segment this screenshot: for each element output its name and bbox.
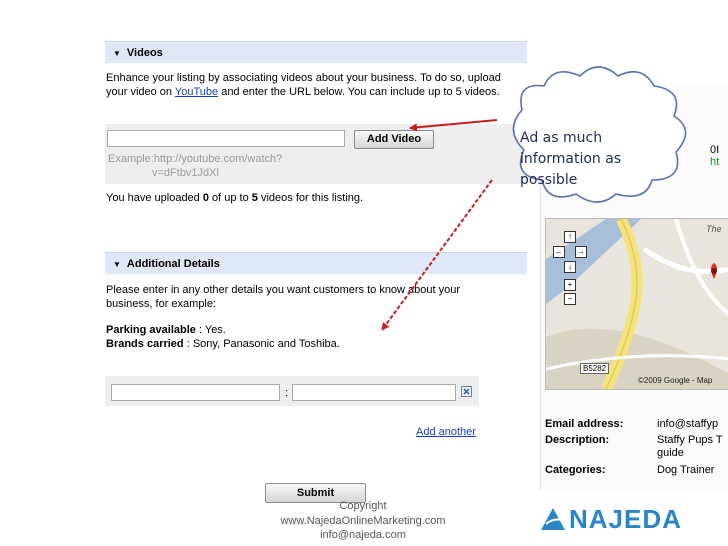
categories-value: Dog Trainer — [657, 464, 715, 476]
callout-line3: possible — [520, 172, 578, 188]
map-label-the: The — [706, 224, 722, 234]
map-road-label: B5282 — [580, 363, 609, 374]
uploaded-max: 5 — [251, 192, 258, 204]
videos-intro-line1: Enhance your listing by associating videos about your business. To do so, upload — [106, 72, 501, 84]
uploaded-pre: You have uploaded — [106, 192, 203, 204]
example-url-line2: v=dFtbv1JdXl — [152, 167, 219, 179]
preview-fragment-0: 0I — [710, 144, 720, 156]
brands-value: : Sony, Panasonic and Toshiba. — [183, 338, 340, 350]
categories-label: Categories: — [545, 464, 606, 476]
callout-line1: Ad as much — [520, 130, 603, 146]
najeda-brand: NAJEDA — [569, 504, 682, 534]
example-url-line1: Example:http://youtube.com/watch? — [108, 153, 283, 165]
videos-intro-text-end: and enter the URL below. You can include up to 5 videos. — [218, 86, 500, 98]
footer-email: info@najeda.com — [320, 529, 406, 541]
videos-intro-text: your video on — [106, 86, 175, 98]
add-video-button[interactable]: Add Video — [354, 130, 434, 149]
map-pan-left-icon[interactable]: ← — [555, 247, 563, 256]
collapse-triangle-icon: ▼ — [113, 49, 121, 58]
youtube-link[interactable]: YouTube — [174, 86, 219, 98]
preview-fragment-ht: ht — [710, 156, 720, 168]
submit-button[interactable]: Submit — [265, 483, 366, 503]
details-intro-line1: Please enter in any other details you want customers to know about your — [106, 284, 461, 296]
email-label: Email address: — [545, 418, 624, 430]
collapse-triangle-icon: ▼ — [113, 260, 121, 269]
add-another-link[interactable]: Add another — [416, 426, 476, 438]
footer-copyright: Copyright — [339, 500, 387, 512]
map-pan-right-icon[interactable]: → — [577, 247, 585, 256]
detail-colon: : — [285, 387, 289, 399]
description-value-line1: Staffy Pups T — [657, 434, 723, 446]
najeda-logo-icon — [540, 506, 566, 532]
uploaded-post: videos for this listing. — [257, 192, 364, 204]
parking-value: : Yes. — [195, 324, 226, 336]
description-value-line2: guide — [657, 447, 684, 459]
map-zoom-in-icon[interactable]: + — [564, 279, 576, 291]
uploaded-mid: of up to — [208, 192, 252, 204]
details-intro-line2: business, for example: — [106, 298, 217, 310]
map-zoom-out-icon[interactable]: − — [564, 293, 576, 305]
brands-label: Brands carried — [106, 338, 184, 350]
footer-site: www.NajedaOnlineMarketing.com — [280, 515, 446, 527]
callout-line2: information as — [520, 151, 622, 167]
uploaded-count: 0 — [202, 192, 209, 204]
description-label: Description: — [545, 434, 610, 446]
map-pan-down-icon[interactable]: ↓ — [564, 261, 576, 273]
parking-label: Parking available — [106, 324, 196, 336]
map-pan-up-icon[interactable]: ↑ — [564, 231, 576, 243]
map-copyright: ©2009 Google - Map — [638, 376, 713, 385]
details-header-label: Additional Details — [126, 258, 220, 270]
callout-arrows — [382, 120, 497, 330]
email-value: info@staffyp — [657, 418, 719, 430]
videos-header-label: Videos — [126, 47, 163, 59]
